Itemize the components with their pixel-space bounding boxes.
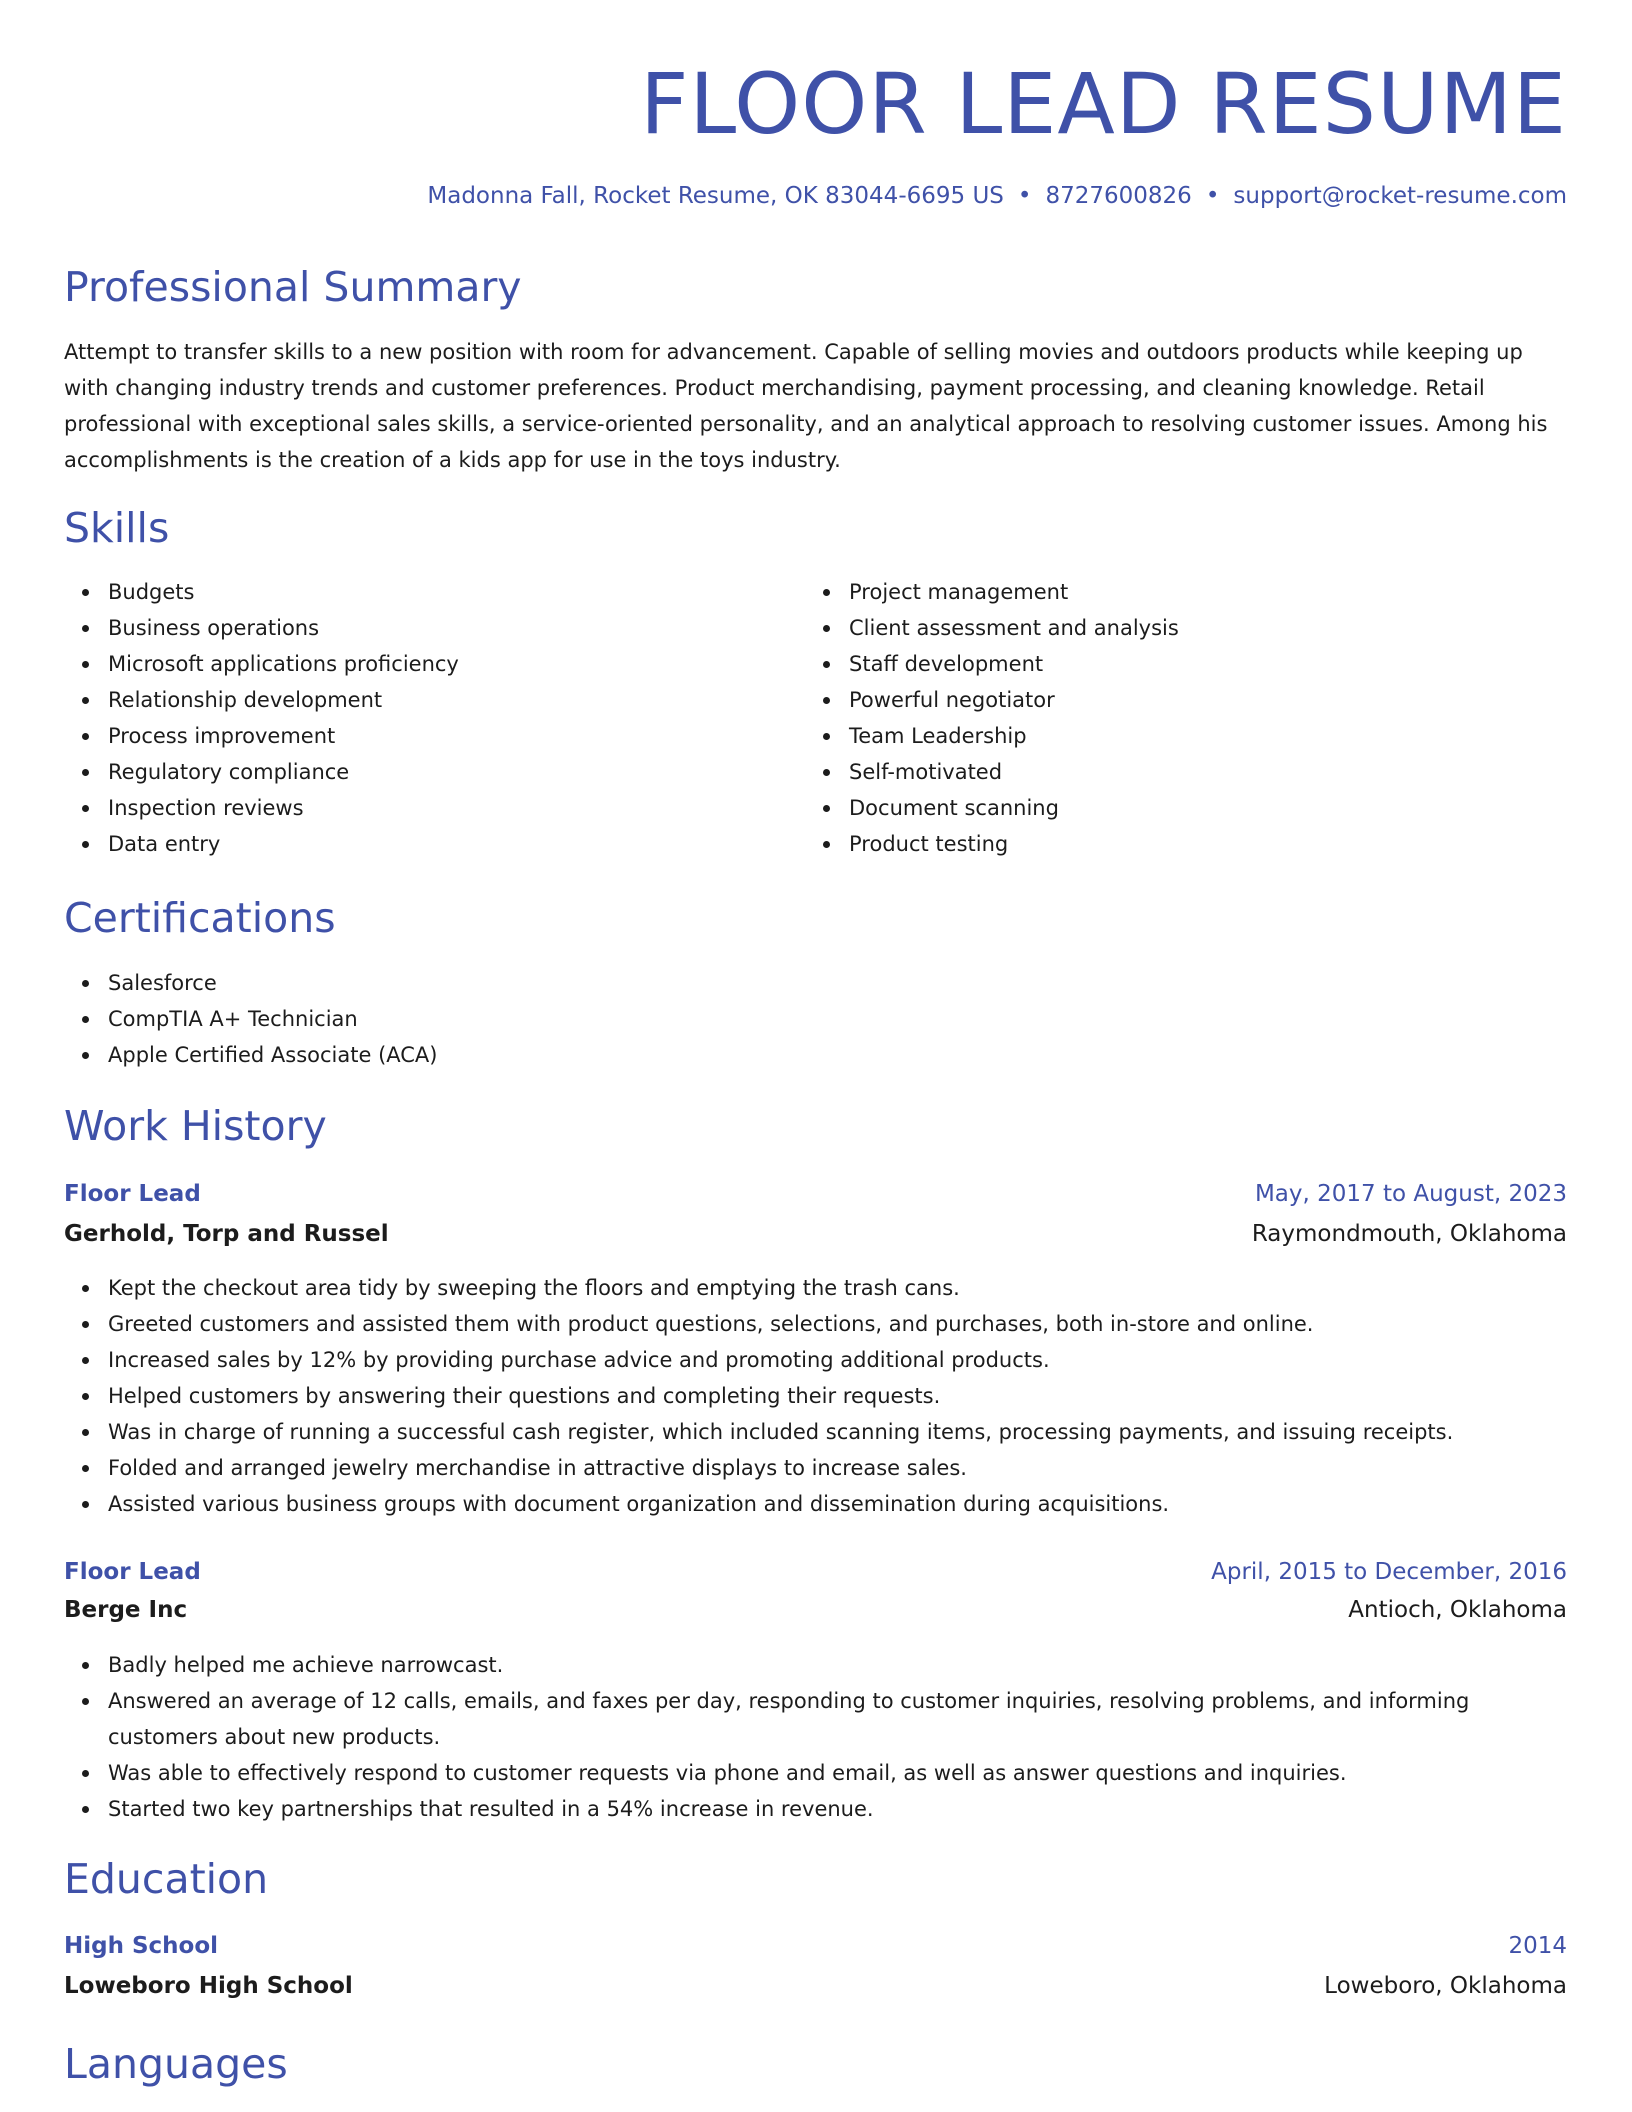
job-bullet: Was in charge of running a successful cash register, which included scanning items, processing payments, and issuing receipts. (108, 1414, 1567, 1450)
skill-item: Process improvement (108, 718, 808, 754)
contact-separator: • (1205, 183, 1220, 209)
job-2-location: Antioch, Oklahoma (1348, 1597, 1567, 1623)
education-year: 2014 (1508, 1933, 1567, 1959)
skill-item: Team Leadership (849, 718, 1549, 754)
certification-item: Apple Certified Associate (ACA) (108, 1037, 1567, 1073)
skill-item: Document scanning (849, 790, 1549, 826)
skill-item: Product testing (849, 826, 1549, 862)
skills-heading: Skills (64, 504, 170, 552)
skill-item: Staff development (849, 646, 1549, 682)
job-bullet: Kept the checkout area tidy by sweeping the floors and emptying the trash cans. (108, 1270, 1567, 1306)
contact-address: Madonna Fall, Rocket Resume, OK 83044-6695 US (427, 183, 1004, 209)
certifications-heading: Certifications (64, 894, 336, 942)
skill-item: Regulatory compliance (108, 754, 808, 790)
job-1-title-row (64, 1174, 1567, 1214)
resume-title: FLOOR LEAD RESUME (640, 55, 1567, 153)
certification-item: CompTIA A+ Technician (108, 1001, 1567, 1037)
job-1-company-row (64, 1214, 1567, 1254)
education-degree: High School (64, 1933, 219, 1959)
job-2-title-row (64, 1552, 1567, 1592)
summary-heading: Professional Summary (64, 263, 522, 311)
languages-heading: Languages (64, 2040, 288, 2088)
job-bullet: Assisted various business groups with document organization and dissemination during acquisitions. (108, 1486, 1567, 1522)
job-1-role: Floor Lead (64, 1181, 201, 1207)
job-1-bullets (64, 1270, 1567, 1522)
skills-list-left (64, 574, 808, 862)
job-bullet: Badly helped me achieve narrowcast. (108, 1647, 1567, 1683)
skill-item: Data entry (108, 826, 808, 862)
skill-item: Project management (849, 574, 1549, 610)
skill-item: Microsoft applications proficiency (108, 646, 808, 682)
contact-separator: • (1017, 183, 1032, 209)
education-school: Loweboro High School (64, 1973, 353, 1999)
job-1-dates: May, 2017 to August, 2023 (1254, 1181, 1567, 1207)
certifications-list (64, 965, 1567, 1073)
skill-item: Client assessment and analysis (849, 610, 1549, 646)
job-bullet: Was able to effectively respond to customer requests via phone and email, as well as answer questions and inquiries. (108, 1755, 1567, 1791)
job-1-location: Raymondmouth, Oklahoma (1251, 1221, 1567, 1247)
skills-list-right (805, 574, 1549, 862)
job-bullet: Increased sales by 12% by providing purchase advice and promoting additional products. (108, 1342, 1567, 1378)
summary-text: Attempt to transfer skills to a new position with room for advancement. Capable of selling movies and outdoors products while keeping up with changing industry trends and customer preferences. Product merchandising, payment processing, and cleaning knowledge. Retail professional with exceptional sales skills, a service-oriented personality, and an analytical approach to resolving customer issues. Among his accomplishments is the creation of a kids app for use in the toys industry. (64, 340, 1548, 472)
certification-item: Salesforce (108, 965, 1567, 1001)
education-school-row (64, 1966, 1567, 2006)
job-bullet: Answered an average of 12 calls, emails, and faxes per day, responding to customer inquiries, resolving problems, and informing customers about new products. (108, 1683, 1567, 1755)
skill-item: Self-motivated (849, 754, 1549, 790)
job-bullet: Greeted customers and assisted them with product questions, selections, and purchases, both in-store and online. (108, 1306, 1567, 1342)
job-2-company-row (64, 1590, 1567, 1630)
skill-item: Inspection reviews (108, 790, 808, 826)
skill-item: Budgets (108, 574, 808, 610)
job-1-company: Gerhold, Torp and Russel (64, 1221, 389, 1247)
job-bullet: Helped customers by answering their questions and completing their requests. (108, 1378, 1567, 1414)
education-location: Loweboro, Oklahoma (1324, 1973, 1567, 1999)
work-history-heading: Work History (64, 1102, 327, 1150)
job-2-role: Floor Lead (64, 1559, 201, 1585)
contact-line (427, 178, 1567, 214)
skill-item: Relationship development (108, 682, 808, 718)
job-bullet: Folded and arranged jewelry merchandise in attractive displays to increase sales. (108, 1450, 1567, 1486)
education-heading: Education (64, 1855, 269, 1903)
job-bullet: Started two key partnerships that resulted in a 54% increase in revenue. (108, 1791, 1567, 1827)
job-2-dates: April, 2015 to December, 2016 (1211, 1559, 1567, 1585)
job-2-company: Berge Inc (64, 1597, 188, 1623)
contact-phone: 8727600826 (1045, 183, 1192, 209)
contact-email[interactable]: support@rocket-resume.com (1233, 183, 1567, 209)
job-2-bullets (64, 1647, 1567, 1827)
skill-item: Business operations (108, 610, 808, 646)
skill-item: Powerful negotiator (849, 682, 1549, 718)
education-title-row (64, 1926, 1567, 1966)
